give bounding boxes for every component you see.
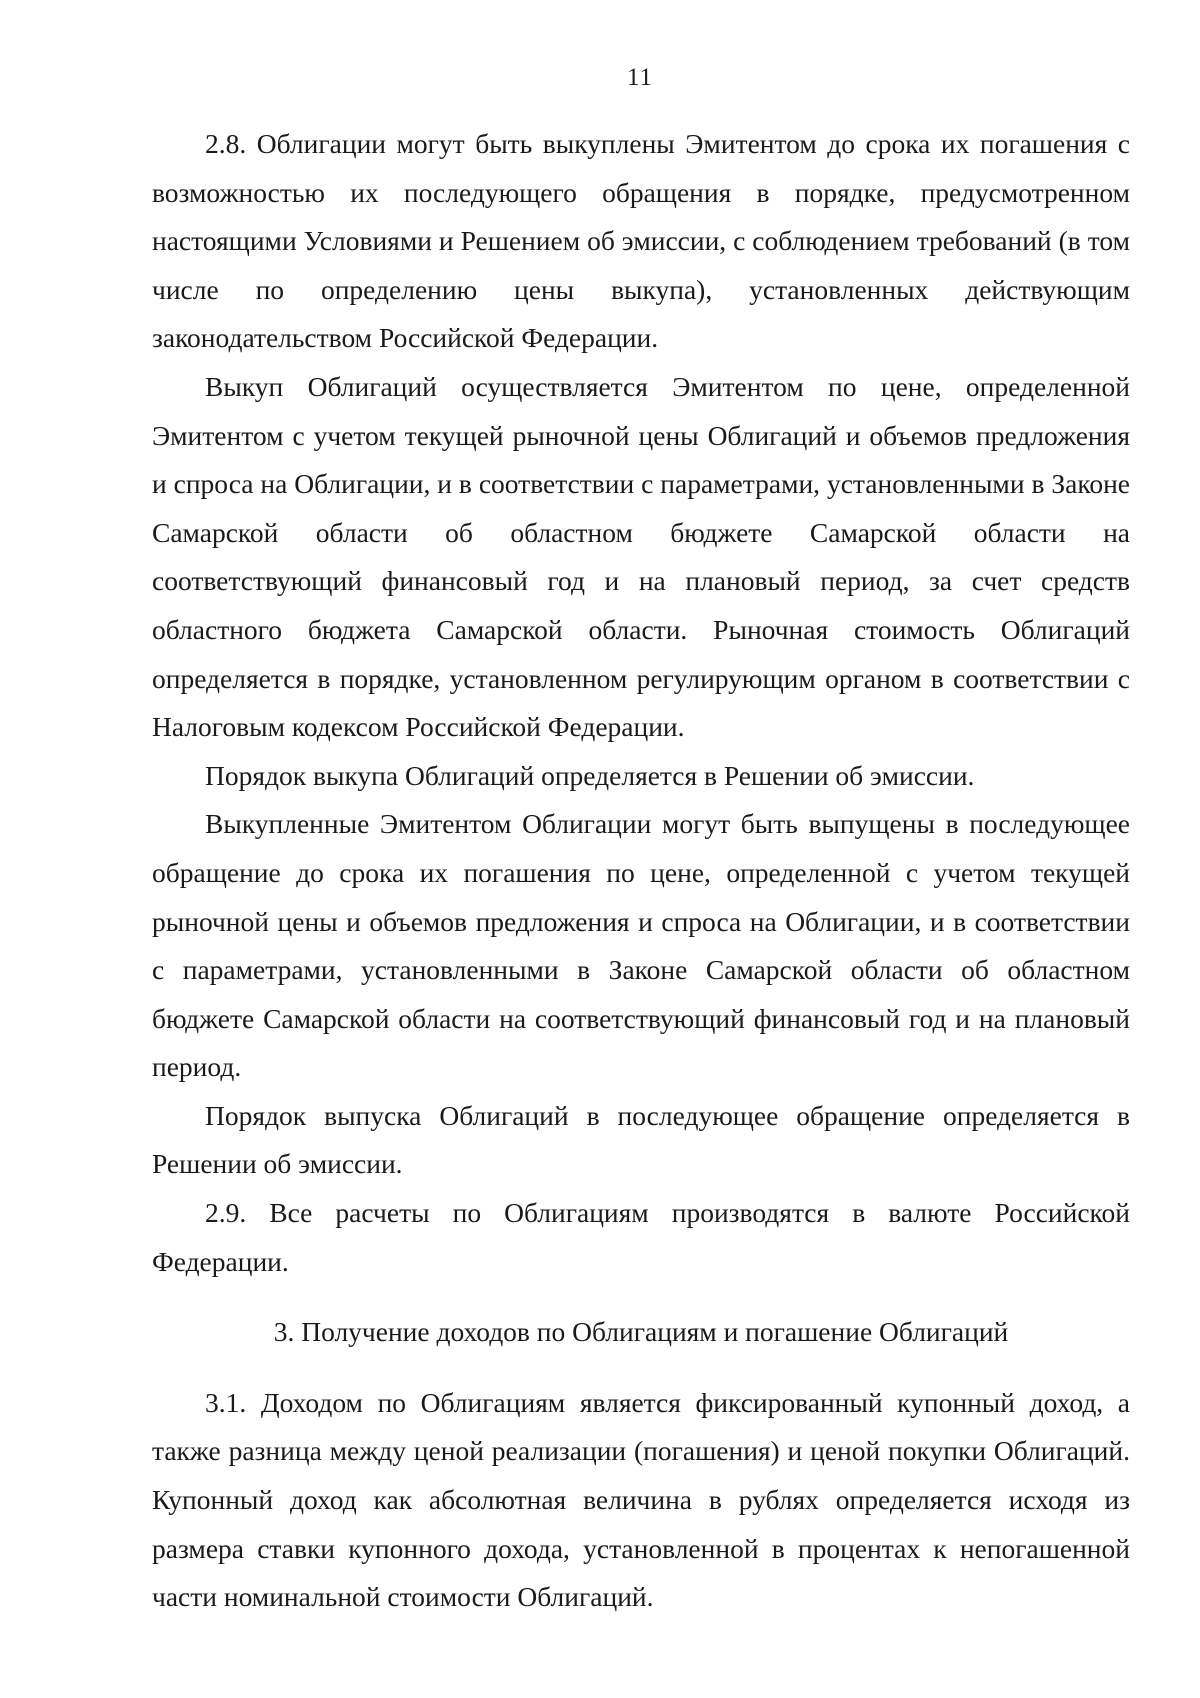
paragraph-2-9: 2.9. Все расчеты по Облигациям производятся в валюте Российской Федерации. [152, 1197, 1130, 1277]
paragraph-buyback-procedure: Порядок выкупа Облигаций определяется в Решении об эмиссии. [205, 759, 975, 791]
section-heading: 3. Получение доходов по Облигациям и погашение Облигаций [273, 1316, 1009, 1348]
document-body [152, 120, 1130, 1622]
paragraph-3-1: 3.1. Доходом по Облигациям является фиксированный купонный доход, а также разница между ценой реализации (погашения) и ценой покупки Облигаций. Купонный доход как абсолютная величина в рублях определяется исходя из размера ставки купонного дохода, установленной в процентах к непогашенной части номинальной стоимости Облигаций. [152, 1386, 1130, 1613]
paragraph-buyback-price: Выкуп Облигаций осуществляется Эмитентом по цене, определенной Эмитентом с учетом текущей рыночной цены Облигаций и объемов предложения и спроса на Облигации, и в соответствии с параметрами, установленными в Законе Самарской области об областном бюджете Самарской области на соответствующий финансовый год и на плановый период, за счет средств областного бюджета Самарской области. Рыночная стоимость Облигаций определяется в порядке, установленном регулирующим органом в соответствии с Налоговым кодексом Российской Федерации. [152, 370, 1130, 743]
page-number: 11 [626, 64, 654, 91]
paragraph-reissue: Выкупленные Эмитентом Облигации могут быть выпущены в последующее обращение до срока их погашения по цене, определенной с учетом текущей рыночной цены и объемов предложения и спроса на Облигации, и в соответствии с параметрами, установленными в Законе Самарской области об областном бюджете Самарской области на соответствующий финансовый год и на плановый период. [152, 808, 1130, 1083]
paragraph-reissue-procedure: Порядок выпуска Облигаций в последующее обращение определяется в Решении об эмиссии. [152, 1099, 1130, 1180]
paragraph-2-8: 2.8. Облигации могут быть выкуплены Эмитентом до срока их погашения с возможностью их последующего обращения в порядке, предусмотренном настоящими Условиями и Решением об эмиссии, с соблюдением требований (в том числе по определению цены выкупа), установленных действующим законодательством Российской Федерации. [152, 128, 1130, 354]
